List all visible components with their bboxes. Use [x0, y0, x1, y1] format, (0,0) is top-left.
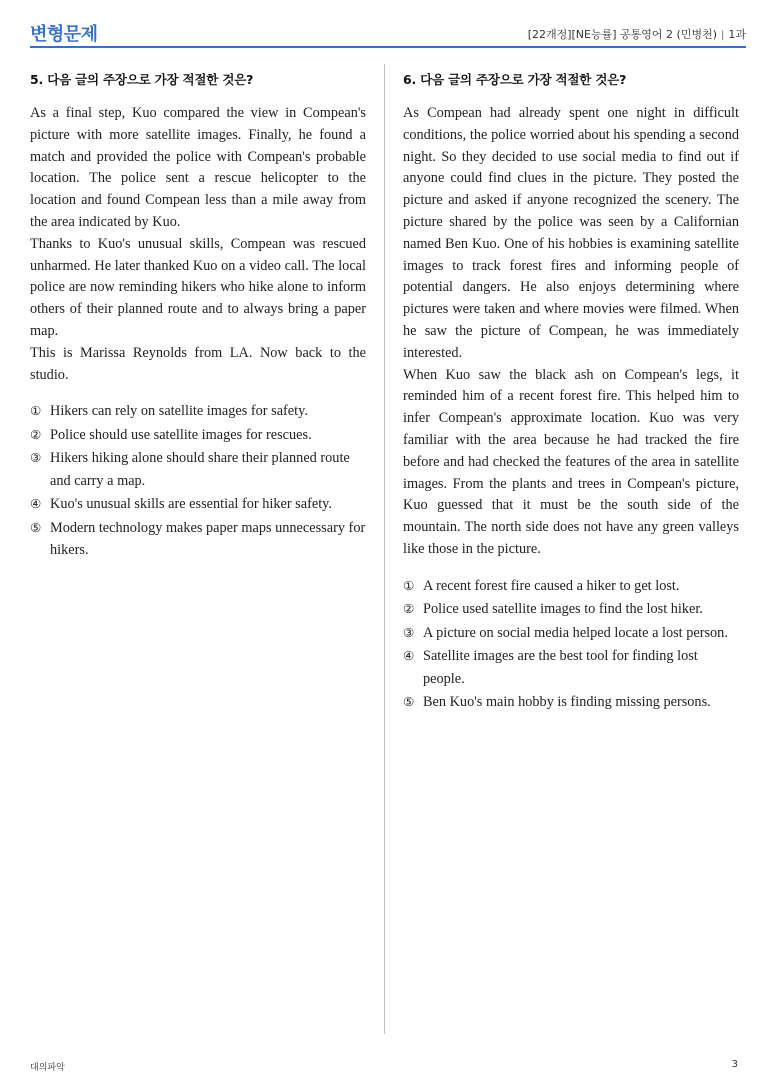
header-rule — [30, 46, 746, 48]
passage-paragraph: As Compean had already spent one night in difficult conditions, the police worried about his spending a second night. So they decided to use social media to find out if anyone could find clues in the picture. They posted the picture and asked if anyone recognized the scenery. The picture shared by the police was seen by a Californian named Ben Kuo. One of his hobbies is examining satellite images to track forest fires and informing people of potential dangers. He also enjoys determining where pictures were taken and where movies were filmed. When he saw the picture of Compean, he was immediately interested. — [403, 105, 739, 361]
footer-section-label: 대의파악 — [30, 1063, 65, 1073]
answer-option[interactable] — [30, 424, 366, 447]
question-5 — [30, 70, 366, 578]
option-text: Modern technology makes paper maps unnecessary for hikers. — [50, 519, 366, 559]
option-number: ④ — [30, 496, 42, 512]
answer-options — [30, 400, 366, 562]
answer-option[interactable] — [403, 622, 739, 645]
answer-option[interactable] — [403, 645, 739, 690]
answer-option[interactable] — [403, 598, 739, 621]
answer-option[interactable] — [30, 493, 366, 516]
answer-option[interactable] — [30, 400, 366, 423]
option-number: ① — [30, 403, 42, 419]
option-text: Police should use satellite images for rescues. — [50, 426, 312, 443]
option-text: Satellite images are the best tool for finding lost people. — [423, 648, 698, 687]
question-6 — [403, 70, 739, 730]
passage-paragraph: Thanks to Kuo's unusual skills, Compean was rescued unharmed. He later thanked Kuo on a video call. The local police are now reminding hikers who hike alone to inform others of their planned route and to always bring a paper map. — [30, 235, 366, 339]
header-separator: | — [721, 30, 725, 41]
option-number: ② — [403, 601, 415, 617]
answer-option[interactable] — [30, 447, 366, 492]
option-number: ① — [403, 577, 415, 593]
option-number: ④ — [403, 648, 415, 664]
option-number: ⑤ — [30, 519, 42, 535]
option-text: Hikers hiking alone should share their planned route and carry a map. — [50, 450, 350, 489]
answer-option[interactable] — [403, 575, 739, 598]
option-text: A recent forest fire caused a hiker to get lost. — [423, 577, 680, 594]
option-text: Hikers can rely on satellite images for safety. — [50, 403, 308, 420]
option-text: Police used satellite images to find the lost hiker. — [423, 601, 703, 618]
page-number: 3 — [731, 1059, 738, 1070]
passage — [30, 103, 366, 386]
option-number: ② — [30, 426, 42, 442]
passage-paragraph: This is Marissa Reynolds from LA. Now back to the studio. — [30, 344, 366, 383]
header-course-info — [528, 26, 746, 42]
lesson-label: 1과 — [728, 28, 746, 41]
option-text: Kuo's unusual skills are essential for hiker safety. — [50, 496, 332, 513]
page-header — [30, 18, 746, 48]
header-title: 변형문제 — [30, 24, 98, 45]
passage — [403, 103, 739, 561]
answer-options — [403, 575, 739, 714]
option-number: ③ — [30, 450, 42, 466]
question-title: 6. 다음 글의 주장으로 가장 적절한 것은? — [403, 72, 627, 87]
question-title: 5. 다음 글의 주장으로 가장 적절한 것은? — [30, 72, 254, 87]
column-divider — [384, 64, 385, 1034]
passage-paragraph: As a final step, Kuo compared the view in Compean's picture with more satellite images. Finally, he found a match and provided the police with Compean's probable location. The police sent a rescue helicopter to the location and found Compean less than a mile away from the area indicated by Kuo. — [30, 105, 366, 230]
answer-option[interactable] — [30, 517, 366, 562]
option-number: ⑤ — [403, 694, 415, 710]
option-number: ③ — [403, 624, 415, 640]
option-text: A picture on social media helped locate a lost person. — [423, 624, 728, 641]
course-name: [22개정][NE능률] 공통영어 2 (민병천) — [527, 28, 717, 41]
answer-option[interactable] — [403, 691, 739, 714]
option-text: Ben Kuo's main hobby is finding missing persons. — [423, 694, 711, 711]
passage-paragraph: When Kuo saw the black ash on Compean's legs, it reminded him of a recent forest fire. This helped him to infer Compean's approximate location. Kuo was very familiar with the area because he had tracked the fire before and had checked the features of the area in satellite images. From the plants and trees in Compean's picture, Kuo guessed that it must be the south side of the mountain. The north side does not have any green valleys like those in the picture. — [403, 366, 739, 557]
